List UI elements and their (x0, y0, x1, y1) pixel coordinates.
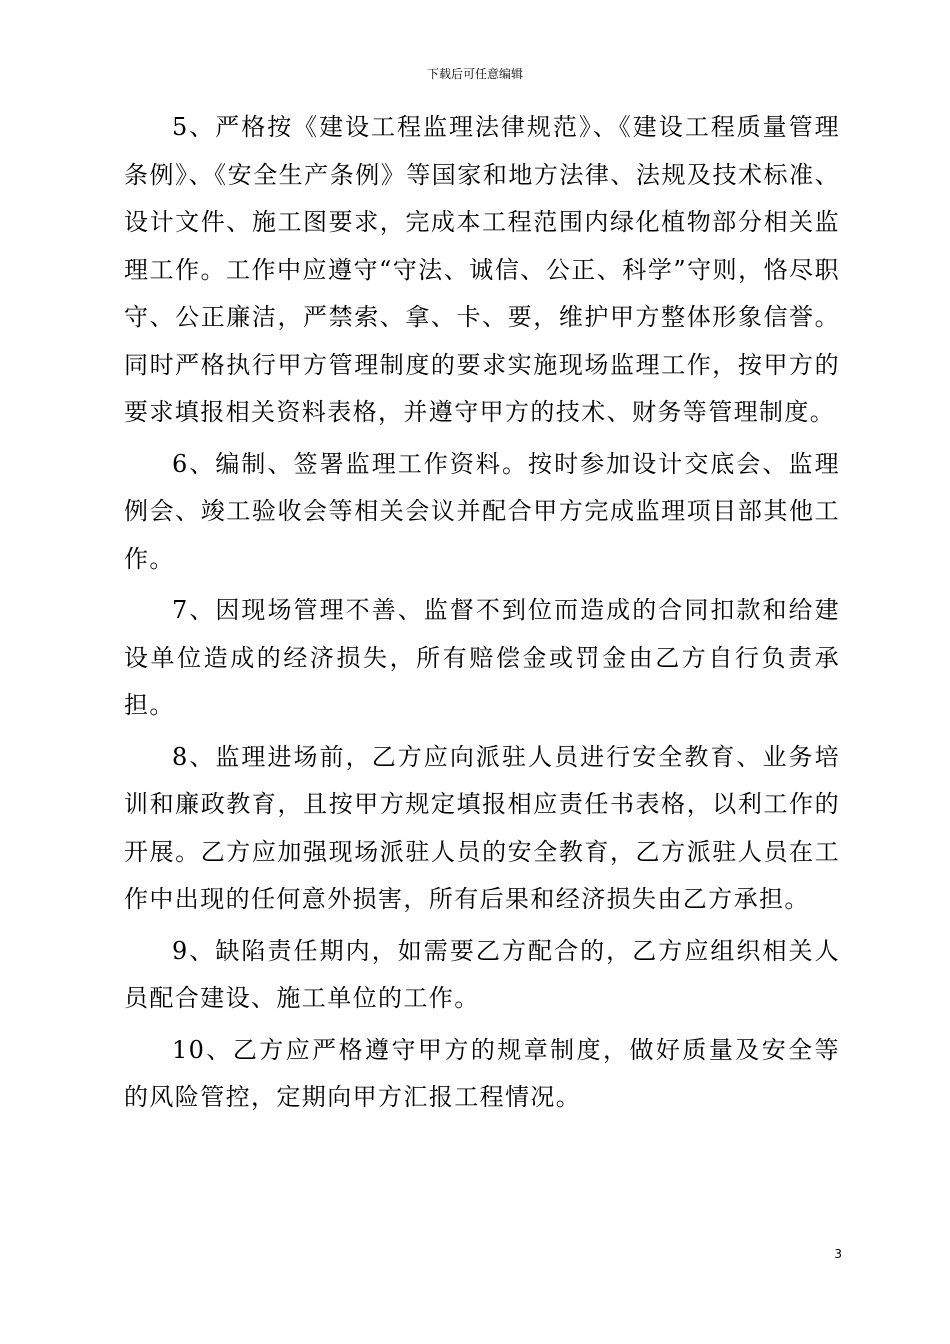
paragraph-item-9: 9、缺陷责任期内，如需要乙方配合的，乙方应组织相关人员配合建设、施工单位的工作。 (124, 936, 840, 1012)
paragraph-item-6: 6、编制、签署监理工作资料。按时参加设计交底会、监理例会、竣工验收会等相关会议并配合甲方完成监理项目部其他工作。 (124, 449, 840, 573)
page-number: 3 (834, 1247, 842, 1261)
paragraph-item-8: 8、监理进场前，乙方应向派驻人员进行安全教育、业务培训和廉政教育，且按甲方规定填报相应责任书表格，以利工作的开展。乙方应加强现场派驻人员的安全教育，乙方派驻人员在工作中出现的任何意外损害，所有后果和经济损失由乙方承担。 (124, 742, 840, 913)
document-body (124, 104, 840, 1126)
paragraph-item-7: 7、因现场管理不善、监督不到位而造成的合同扣款和给建设单位造成的经济损失，所有赔偿金或罚金由乙方自行负责承担。 (124, 596, 840, 719)
header-note: 下载后可任意编辑 (426, 67, 523, 81)
paragraph-item-10: 10、乙方应严格遵守甲方的规章制度，做好质量及安全等的风险管控，定期向甲方汇报工程情况。 (124, 1035, 840, 1111)
paragraph-item-5: 5、严格按《建设工程监理法律规范》、《建设工程质量管理条例》、《安全生产条例》等国家和地方法律、法规及技术标准、设计文件、施工图要求，完成本工程范围内绿化植物部分相关监理工作。工作中应遵守“守法、诚信、公正、科学”守则，恪尽职守、公正廉洁，严禁索、拿、卡、要，维护甲方整体形象信誉。同时严格执行甲方管理制度的要求实施现场监理工作，按甲方的要求填报相关资料表格，并遵守甲方的技术、财务等管理制度。 (124, 113, 840, 426)
